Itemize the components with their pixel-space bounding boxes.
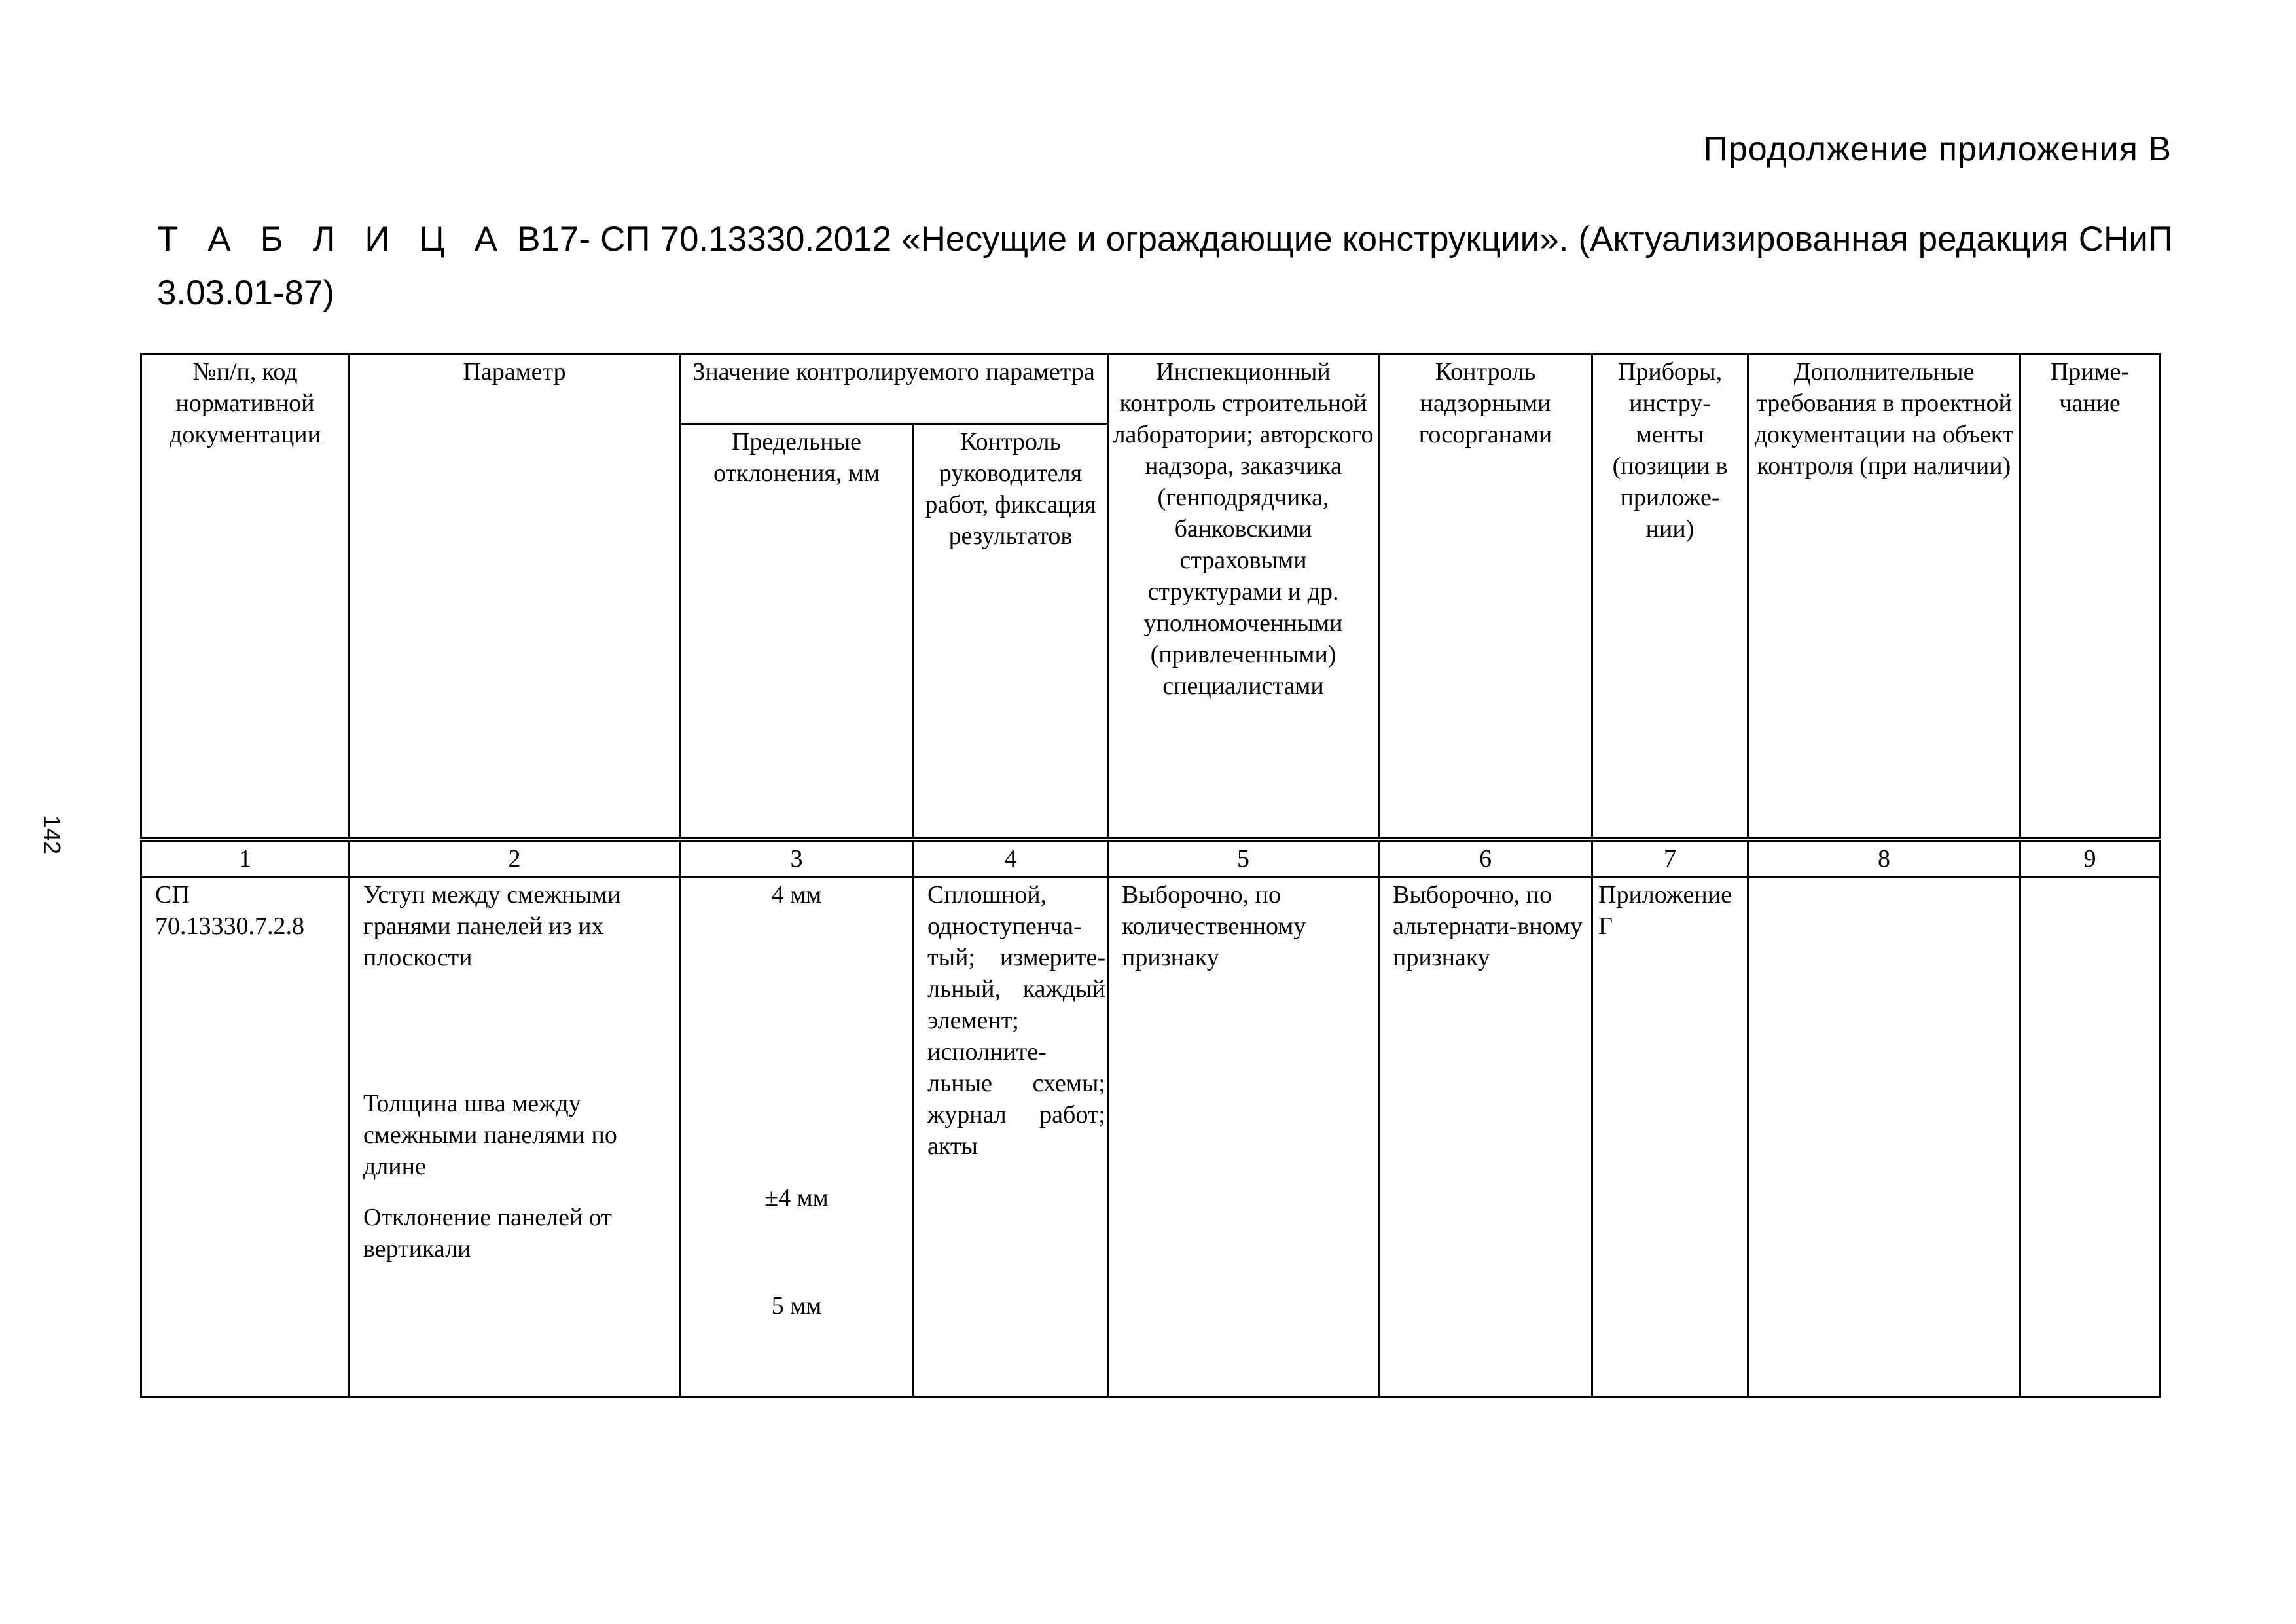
header-deviations: Предельные отклонения, мм bbox=[680, 424, 914, 838]
header-supervision: Контроль надзорными госорганами bbox=[1379, 354, 1592, 838]
column-number: 9 bbox=[2020, 841, 2160, 877]
parameter-1: Уступ между смежными гранями панелей из их плоскости bbox=[363, 881, 621, 971]
cell-extra bbox=[1748, 877, 2020, 1397]
table-title bbox=[157, 213, 2173, 320]
cell-code: СП 70.13330.7.2.8 bbox=[141, 877, 350, 1397]
cell-parameters bbox=[350, 877, 680, 1397]
column-number: 4 bbox=[914, 841, 1108, 877]
cell-instruments: Приложение Г bbox=[1592, 877, 1748, 1397]
cell-note bbox=[2020, 877, 2160, 1397]
parameter-2: Толщина шва между смежными панелями по длине bbox=[363, 1090, 617, 1180]
header-code: №п/п, код нормативной документации bbox=[141, 354, 350, 838]
body-table bbox=[140, 840, 2161, 1398]
header-value-group: Значение контролируемого параметра bbox=[680, 354, 1108, 424]
column-number: 3 bbox=[680, 841, 914, 877]
table-title-prefix: Т А Б Л И Ц А bbox=[157, 220, 508, 259]
header-note: Приме-чание bbox=[2020, 354, 2160, 838]
header-parameter: Параметр bbox=[350, 354, 680, 838]
column-number: 8 bbox=[1748, 841, 2020, 877]
page-number: 142 bbox=[39, 815, 65, 855]
header-inspection: Инспекционный контроль строительной лаборатории; авторского надзора, заказчика (генподрядчика, банковскими страховыми структурами и др. уполномоченными (привлеченными) специалистами bbox=[1108, 354, 1379, 838]
cell-inspection: Выборочно, по количественному признаку bbox=[1108, 877, 1379, 1397]
value-3: 5 мм bbox=[771, 1292, 822, 1320]
value-1: 4 мм bbox=[771, 881, 822, 909]
column-number: 5 bbox=[1108, 841, 1379, 877]
column-number: 6 bbox=[1379, 841, 1592, 877]
column-number: 2 bbox=[350, 841, 680, 877]
header-table bbox=[140, 353, 2161, 839]
value-2: ±4 мм bbox=[764, 1184, 829, 1212]
header-extra-requirements: Дополнительные требования в проектной документации на объект контроля (при наличии) bbox=[1748, 354, 2020, 838]
continuation-label: Продолжение приложения В bbox=[1703, 130, 2172, 168]
column-number: 7 bbox=[1592, 841, 1748, 877]
header-manager-control: Контроль руководителя работ, фиксация результатов bbox=[914, 424, 1108, 838]
cell-values bbox=[680, 877, 914, 1397]
table-row bbox=[141, 877, 2160, 1397]
cell-supervision: Выборочно, по альтернати-вному признаку bbox=[1379, 877, 1592, 1397]
cell-control: Сплошной, одноступенча-тый; измерите-льный, каждый элемент; исполните-льные схемы; журнал работ; акты bbox=[914, 877, 1108, 1397]
parameter-3: Отклонение панелей от вертикали bbox=[363, 1204, 612, 1263]
table-title-text: В17- СП 70.13330.2012 «Несущие и ограждающие конструкции». (Актуализированная редакция СНиП 3.03.01-87) bbox=[157, 220, 2173, 312]
header-instruments: Приборы, инстру-менты (позиции в приложе-нии) bbox=[1592, 354, 1748, 838]
column-number: 1 bbox=[141, 841, 350, 877]
